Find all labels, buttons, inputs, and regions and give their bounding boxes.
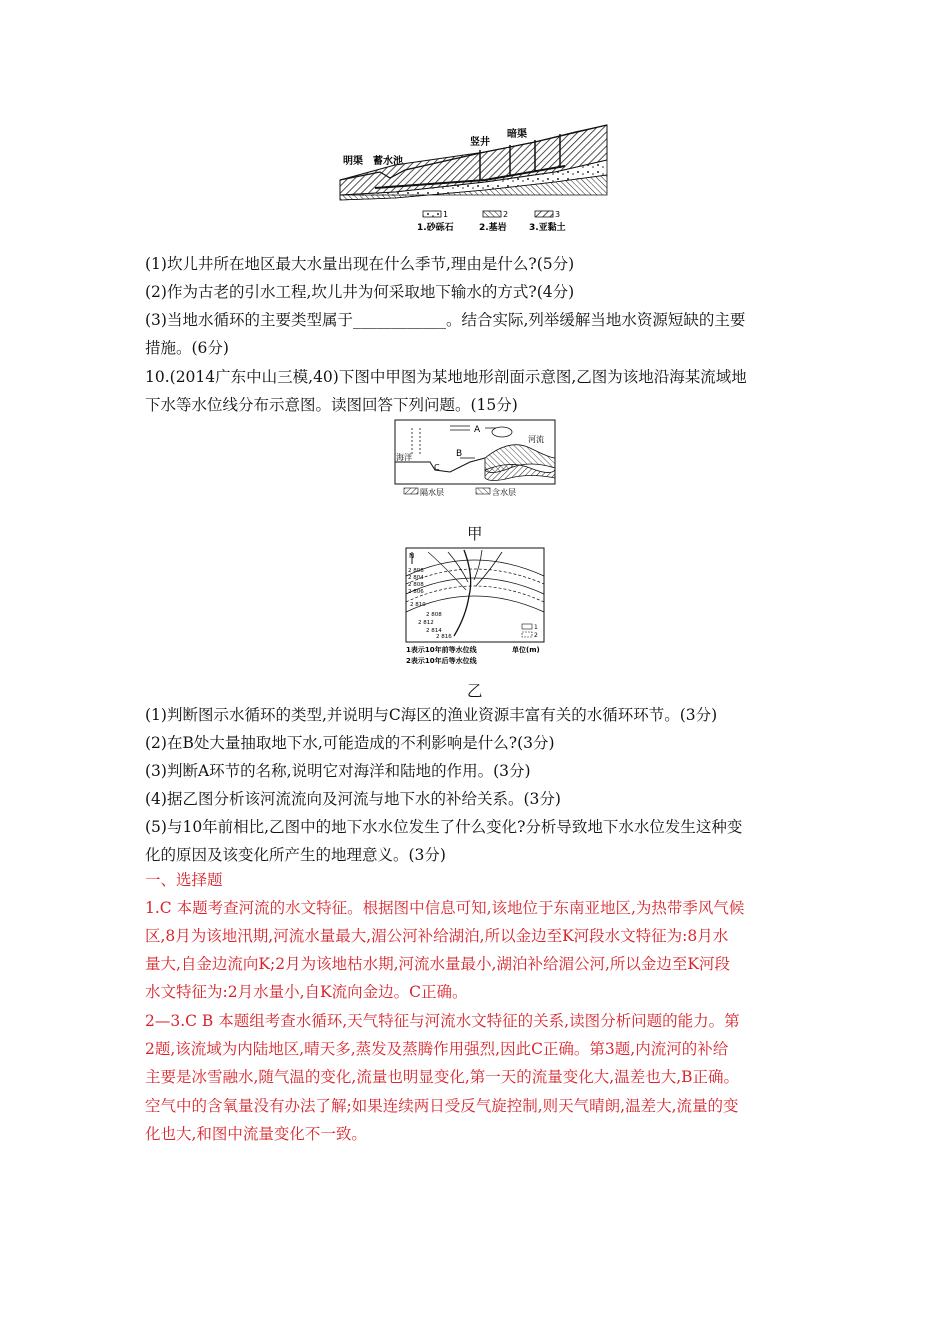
note-2: 2表示10年后等水位线 <box>406 657 477 665</box>
q9-part3-cont: 措施。(6分) <box>145 339 229 357</box>
figure-yi <box>404 546 549 668</box>
label-c: C <box>434 463 440 472</box>
legend-num-1: 1 <box>534 624 538 631</box>
legend-swatch-1 <box>522 624 532 629</box>
q10-part5: (5)与10年前相比,乙图中的地下水水位发生了什么变化?分析导致地下水水位发生这种变 <box>145 818 743 836</box>
note-1: 1表示10年前等水位线 <box>406 646 477 654</box>
figure-jia <box>390 418 560 498</box>
q10-part1: (1)判断图示水循环的类型,并说明与C海区的渔业资源丰富有关的水循环环节。(3分) <box>145 706 718 724</box>
label-ocean: 海洋 <box>396 453 412 462</box>
legend-num-2: 2 <box>534 632 538 639</box>
q10-part5-cont: 化的原因及该变化所产生的地理意义。(3分) <box>145 846 446 864</box>
legend-aquiclude: 隔水层 <box>420 488 444 497</box>
karez-diagram <box>335 120 615 235</box>
label-a: A <box>474 425 481 435</box>
contour-label: 2 810 <box>410 602 426 608</box>
q10-stem-cont: 下水等水位线分布示意图。读图回答下列问题。(15分) <box>145 396 518 414</box>
q9-part3: (3)当地水循环的主要类型属于____________。结合实际,列举缓解当地水资源短缺的主要 <box>145 311 746 329</box>
contour-label: 2 806 <box>408 568 424 574</box>
contour-label: 2 814 <box>426 628 442 634</box>
legend-num-2: 2 <box>503 210 509 219</box>
answer-line: 区,8月为该地汛期,河流水量最大,湄公河补给湖泊,所以金边至K河段水文特征为:8月水 <box>145 927 729 945</box>
legend-swatch-bedrock <box>483 211 501 217</box>
label-shujing: 竖井 <box>470 137 490 148</box>
contour-label: 2 804 <box>408 575 424 581</box>
legend-swatch-aquiclude <box>404 488 418 494</box>
legend-swatch-subclay <box>535 211 553 217</box>
q9-part2: (2)作为古老的引水工程,坎儿井为何采取地下输水的方式?(4分) <box>145 283 575 301</box>
label-xushuichi: 蓄水池 <box>373 156 403 167</box>
answer-line: 主要是冰雪融水,随气温的变化,流量也明显变化,第一天的流量变化大,温差也大,B正确。 <box>145 1068 740 1086</box>
contour-label: 2 808 <box>408 582 424 588</box>
answer-line: 1.C 本题考查河流的水文特征。根据图中信息可知,该地位于东南亚地区,为热带季风气候 <box>145 899 745 917</box>
caption-yi: 乙 <box>467 682 483 700</box>
answer-line: 水文特征为:2月水量小,自K流向金边。C正确。 <box>145 983 468 1001</box>
north-arrow-label: N <box>409 552 415 560</box>
q10-part3: (3)判断A环节的名称,说明它对海洋和陆地的作用。(3分) <box>145 762 531 780</box>
legend-num-1: 1 <box>443 210 449 219</box>
answer-line: 化也大,和图中流量变化不一致。 <box>145 1125 367 1143</box>
label-river: 河流 <box>528 435 544 444</box>
contour-label: 2 812 <box>418 620 434 626</box>
legend-swatch-aquifer <box>476 488 490 494</box>
caption-jia: 甲 <box>467 525 483 543</box>
label-b: B <box>456 449 463 459</box>
contour-label: 2 806 <box>408 589 424 595</box>
contour-label: 2 816 <box>436 634 452 640</box>
q10-stem: 10.(2014广东中山三模,40)下图中甲图为某地地形剖面示意图,乙图为该地沿海某流域地 <box>145 368 747 386</box>
answer-section-title: 一、选择题 <box>145 871 223 889</box>
legend-num-3: 3 <box>555 210 561 219</box>
answer-line: 2—3.C B 本题组考查水循环,天气特征与河流水文特征的关系,读图分析问题的能力。第 <box>145 1012 740 1030</box>
legend-bedrock: 2.基岩 <box>479 223 507 233</box>
legend-gravel: 1.砂砾石 <box>417 223 454 233</box>
legend-swatch-gravel <box>423 211 441 217</box>
q9-part1: (1)坎儿井所在地区最大水量出现在什么季节,理由是什么?(5分) <box>145 255 575 273</box>
legend-swatch-2 <box>522 632 532 637</box>
label-mingqu: 明渠 <box>343 156 363 167</box>
q10-part2: (2)在B处大量抽取地下水,可能造成的不利影响是什么?(3分) <box>145 734 555 752</box>
answer-line: 空气中的含氧量没有办法了解;如果连续两日受反气旋控制,则天气晴朗,温差大,流量的变 <box>145 1097 739 1115</box>
legend-aquifer: 含水层 <box>492 488 516 497</box>
answer-line: 2题,该流域为内陆地区,晴天多,蒸发及蒸腾作用强烈,因此C正确。第3题,内流河的补给 <box>145 1040 729 1058</box>
legend-subclay: 3.亚黏土 <box>529 223 566 233</box>
answer-line: 量大,自金边流向K;2月为该地枯水期,河流水量最小,湖泊补给湄公河,所以金边至K河段 <box>145 955 730 973</box>
label-anqu: 暗渠 <box>507 129 527 140</box>
unit-label: 单位(m) <box>512 646 540 654</box>
q10-part4: (4)据乙图分析该河流流向及河流与地下水的补给关系。(3分) <box>145 790 561 808</box>
contour-label: 2 808 <box>426 612 442 618</box>
